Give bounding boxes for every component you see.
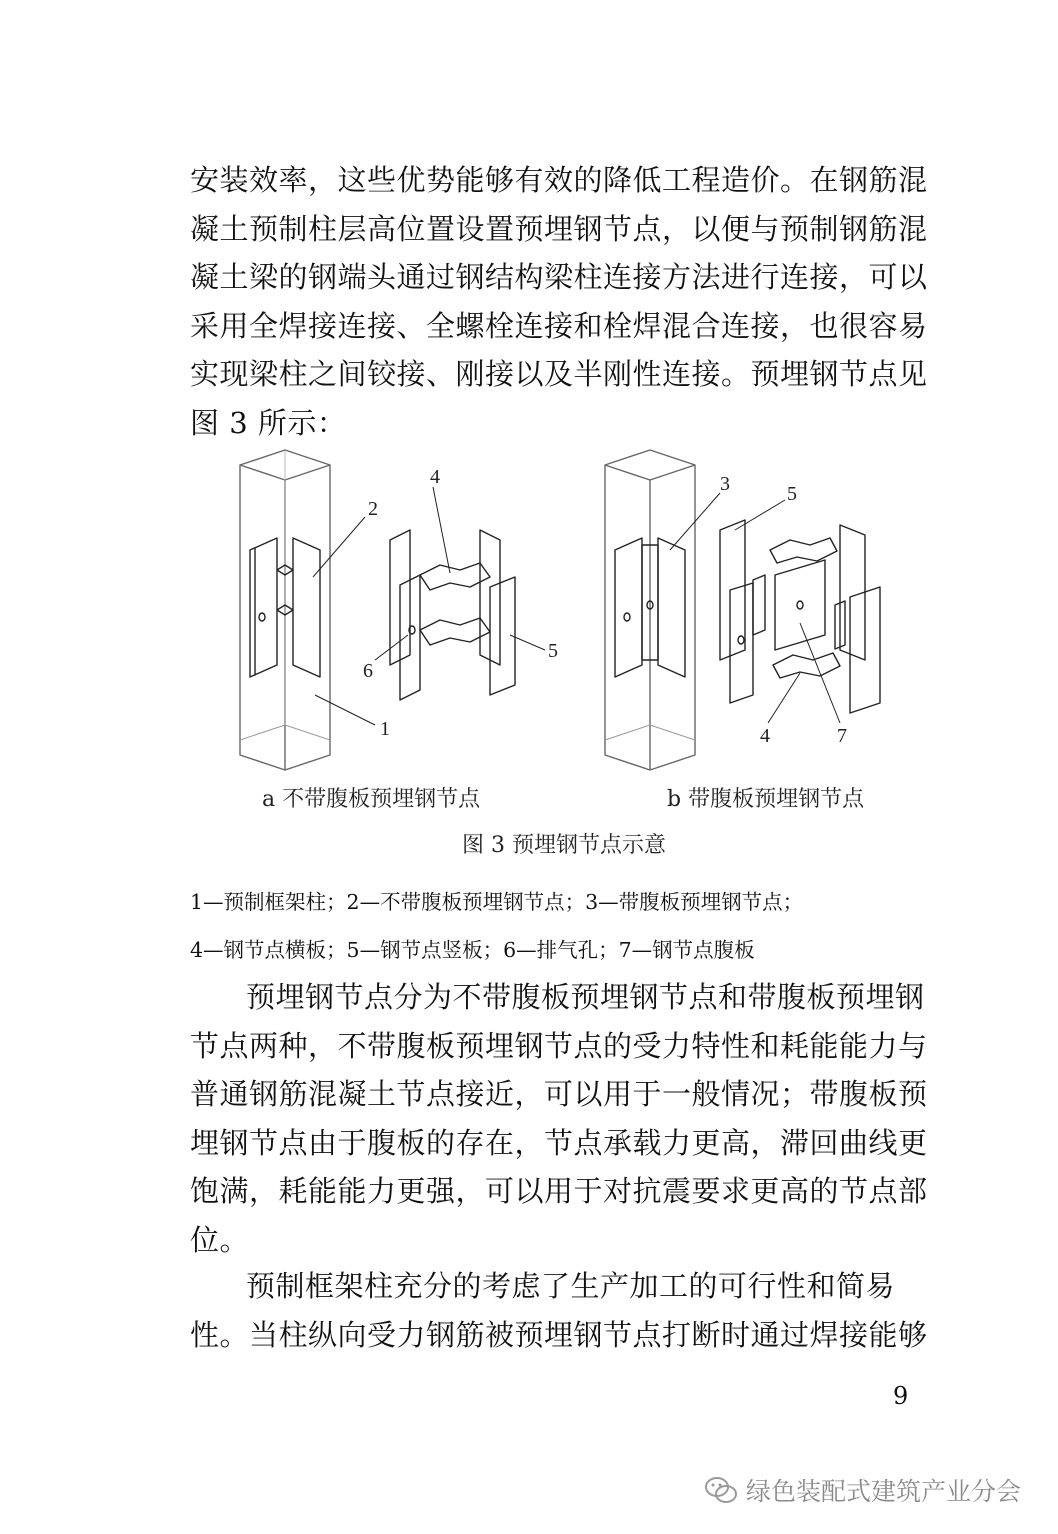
label-6: 6 xyxy=(363,660,373,682)
label-4b: 4 xyxy=(760,725,770,747)
column-b xyxy=(605,450,695,770)
figure-3-diagram xyxy=(225,445,905,775)
text-line: 埋钢节点由于腹板的存在，节点承载力更高，滞回曲线更 xyxy=(190,1125,928,1160)
leader-lines xyxy=(313,487,840,725)
text-line: 凝土梁的钢端头通过钢结构梁柱连接方法进行连接，可以 xyxy=(190,260,928,295)
wechat-icon xyxy=(704,1475,738,1505)
text-line: 采用全焊接连接、全螺栓连接和栓焊混合连接，也很容易 xyxy=(190,308,928,343)
text-line: 凝土预制柱层高位置设置预埋钢节点，以便与预制钢筋混 xyxy=(190,211,928,246)
column-a xyxy=(240,450,330,770)
label-5a: 5 xyxy=(548,640,558,662)
label-7: 7 xyxy=(837,725,847,747)
label-5b: 5 xyxy=(787,483,797,505)
exploded-joint-b xyxy=(720,520,880,713)
caption-b: b 带腹板预埋钢节点 xyxy=(667,787,865,812)
legend-line: 1—预制框架柱；2—不带腹板预埋钢节点；3—带腹板预埋钢节点； xyxy=(190,890,804,914)
label-1: 1 xyxy=(380,718,390,740)
text-line: 图 3 所示： xyxy=(190,405,347,440)
watermark xyxy=(704,1470,1021,1510)
text-line: 位。 xyxy=(190,1222,250,1257)
text-line: 普通钢筋混凝土节点接近，可以用于一般情况；带腹板预 xyxy=(190,1077,928,1112)
label-4a: 4 xyxy=(430,466,440,488)
caption-a: a 不带腹板预埋钢节点 xyxy=(262,787,481,812)
page-number: 9 xyxy=(893,1382,909,1410)
figure-title: 图 3 预埋钢节点示意 xyxy=(462,833,666,858)
paragraph-3 xyxy=(190,1262,928,1359)
figure-legend xyxy=(190,878,890,974)
embedded-steel-joint-drawing xyxy=(225,445,905,775)
paragraph-1 xyxy=(190,156,928,448)
label-3: 3 xyxy=(720,473,730,495)
text-line: 实现梁柱之间铰接、刚接以及半刚性连接。预埋钢节点见 xyxy=(190,357,928,392)
text-line: 预制框架柱充分的考虑了生产加工的可行性和简易 xyxy=(246,1269,896,1303)
legend-line: 4—钢节点横板；5—钢节点竖板；6—排气孔；7—钢节点腹板 xyxy=(190,938,755,962)
text-line: 安装效率，这些优势能够有效的降低工程造价。在钢筋混 xyxy=(190,163,928,197)
text-line: 性。当柱纵向受力钢筋被预埋钢节点打断时通过焊接能够 xyxy=(190,1317,928,1352)
exploded-joint-a xyxy=(390,530,515,700)
paragraph-2 xyxy=(190,973,928,1265)
watermark-text: 绿色装配式建筑产业分会 xyxy=(746,1477,1022,1506)
text-line: 预埋钢节点分为不带腹板预埋钢节点和带腹板预埋钢 xyxy=(246,980,925,1014)
text-line: 饱满，耗能能力更强，可以用于对抗震要求更高的节点部 xyxy=(190,1174,928,1209)
label-2: 2 xyxy=(368,498,378,520)
text-line: 节点两种，不带腹板预埋钢节点的受力特性和耗能能力与 xyxy=(190,1028,928,1063)
